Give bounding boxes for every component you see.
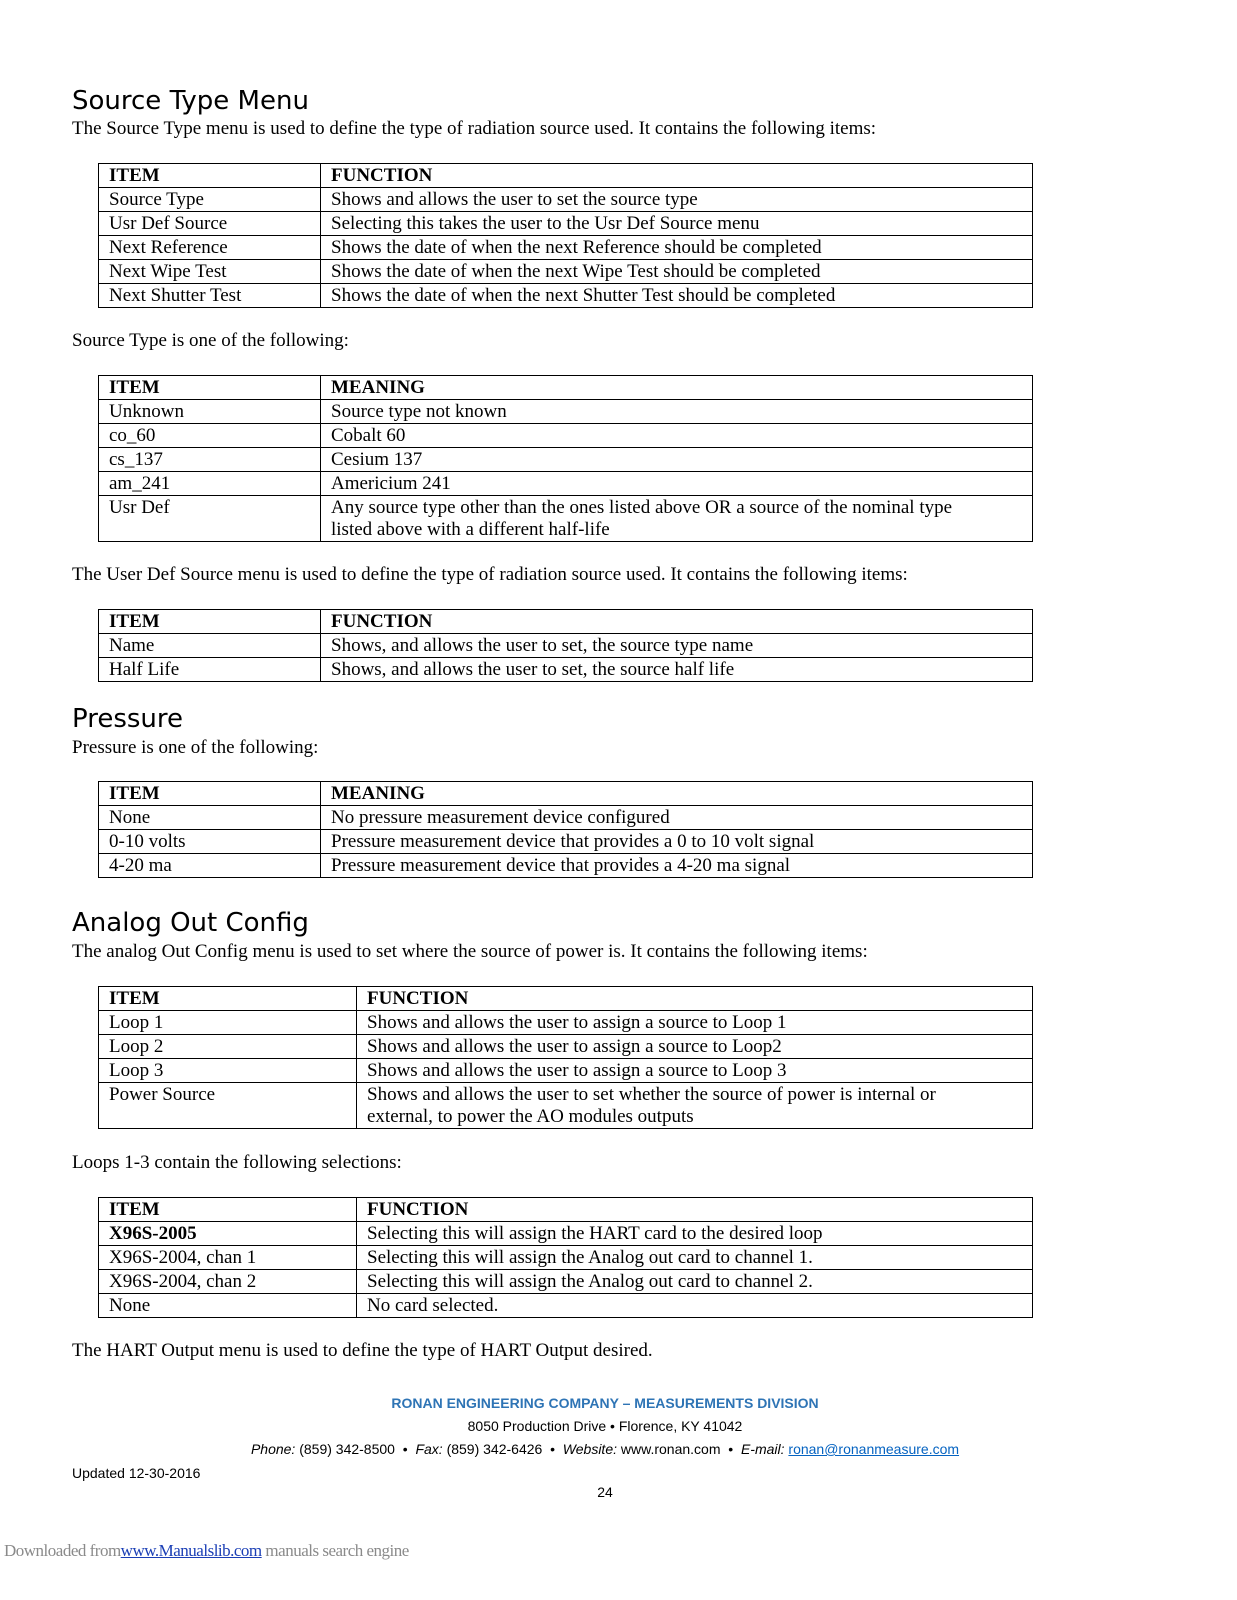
meaning-cell: Cesium 137	[321, 448, 1033, 472]
loops-table	[98, 1197, 1033, 1318]
item-cell: Source Type	[99, 188, 321, 212]
table-row	[99, 658, 1033, 682]
fax-label: Fax:	[415, 1441, 443, 1457]
table-row	[99, 1059, 1033, 1083]
item-cell: Loop 2	[99, 1035, 357, 1059]
hart-output-text: The HART Output menu is used to define the type of HART Output desired.	[72, 1340, 653, 1361]
header-cell: ITEM	[99, 610, 321, 634]
download-watermark	[4, 1541, 409, 1561]
table-row	[99, 472, 1033, 496]
header-cell: ITEM	[99, 376, 321, 400]
page-number: 24	[597, 1484, 613, 1500]
table-row	[99, 260, 1033, 284]
table-header-row	[99, 164, 1033, 188]
item-cell: co_60	[99, 424, 321, 448]
item-cell: 4-20 ma	[99, 854, 321, 878]
header-cell: ITEM	[99, 1198, 357, 1222]
function-cell: Shows, and allows the user to set, the source type name	[321, 634, 1033, 658]
manualslib-link[interactable]: www.Manualslib.com	[120, 1541, 262, 1560]
item-cell: X96S-2005	[99, 1222, 357, 1246]
table-row	[99, 448, 1033, 472]
item-cell: Usr Def Source	[99, 212, 321, 236]
website-label: Website:	[562, 1441, 617, 1457]
table-row	[99, 1294, 1033, 1318]
table-row	[99, 1270, 1033, 1294]
bullet: •	[402, 1441, 408, 1457]
table-header-row	[99, 610, 1033, 634]
meaning-cell: Cobalt 60	[321, 424, 1033, 448]
header-cell: MEANING	[321, 782, 1033, 806]
function-cell: Selecting this will assign the Analog out card to channel 1.	[357, 1246, 1033, 1270]
header-cell: ITEM	[99, 987, 357, 1011]
pressure-intro: Pressure is one of the following:	[72, 737, 319, 758]
header-cell: FUNCTION	[357, 987, 1033, 1011]
item-cell: None	[99, 1294, 357, 1318]
source-type-table	[98, 163, 1033, 308]
function-cell: Shows and allows the user to set whether the source of power is internal or external, to power the AO modules outputs	[357, 1083, 1033, 1129]
item-cell: am_241	[99, 472, 321, 496]
function-cell: Shows, and allows the user to set, the source half life	[321, 658, 1033, 682]
user-def-table	[98, 609, 1033, 682]
table-header-row	[99, 1198, 1033, 1222]
email-link[interactable]: ronan@ronanmeasure.com	[788, 1441, 960, 1457]
section-heading-analog-out: Analog Out Config	[72, 908, 309, 938]
source-types-intro: Source Type is one of the following:	[72, 330, 349, 351]
loops-intro: Loops 1-3 contain the following selections:	[72, 1152, 402, 1173]
function-cell: Shows and allows the user to assign a source to Loop2	[357, 1035, 1033, 1059]
item-cell: 0-10 volts	[99, 830, 321, 854]
source-types-table	[98, 375, 1033, 542]
table-row	[99, 424, 1033, 448]
table-row	[99, 496, 1033, 542]
table-row	[99, 854, 1033, 878]
function-cell: Shows the date of when the next Shutter Test should be completed	[321, 284, 1033, 308]
function-cell: Selecting this will assign the HART card to the desired loop	[357, 1222, 1033, 1246]
table-row	[99, 830, 1033, 854]
table-row	[99, 1083, 1033, 1129]
footer-company: RONAN ENGINEERING COMPANY – MEASUREMENTS DIVISION	[391, 1395, 819, 1411]
table-row	[99, 806, 1033, 830]
email-label: E-mail:	[740, 1441, 785, 1457]
bullet: •	[728, 1441, 734, 1457]
table-header-row	[99, 987, 1033, 1011]
item-cell: Power Source	[99, 1083, 357, 1129]
source-type-intro: The Source Type menu is used to define the type of radiation source used. It contains the following items:	[72, 118, 877, 139]
pressure-table	[98, 781, 1033, 878]
item-cell: X96S-2004, chan 1	[99, 1246, 357, 1270]
header-cell: FUNCTION	[357, 1198, 1033, 1222]
table-row	[99, 1011, 1033, 1035]
function-cell: Shows the date of when the next Reference should be completed	[321, 236, 1033, 260]
meaning-cell: No pressure measurement device configured	[321, 806, 1033, 830]
function-cell: Shows the date of when the next Wipe Test should be completed	[321, 260, 1033, 284]
section-heading-pressure: Pressure	[72, 704, 184, 734]
item-cell: None	[99, 806, 321, 830]
item-cell: Name	[99, 634, 321, 658]
table-row	[99, 236, 1033, 260]
function-cell: Shows and allows the user to assign a source to Loop 3	[357, 1059, 1033, 1083]
header-cell: ITEM	[99, 782, 321, 806]
item-cell: Next Reference	[99, 236, 321, 260]
analog-out-table	[98, 986, 1033, 1129]
fax-number: (859) 342-6426	[446, 1441, 543, 1457]
header-cell: FUNCTION	[321, 164, 1033, 188]
table-row	[99, 284, 1033, 308]
updated-date: Updated 12-30-2016	[72, 1465, 201, 1481]
footer-contact	[0, 1441, 1210, 1457]
function-cell: Shows and allows the user to set the source type	[321, 188, 1033, 212]
user-def-intro: The User Def Source menu is used to define the type of radiation source used. It contains the following items:	[72, 564, 908, 585]
meaning-cell: Americium 241	[321, 472, 1033, 496]
table-row	[99, 188, 1033, 212]
function-cell: Selecting this will assign the Analog out card to channel 2.	[357, 1270, 1033, 1294]
phone-number: (859) 342-8500	[299, 1441, 395, 1457]
table-row	[99, 1246, 1033, 1270]
section-heading-source-type: Source Type Menu	[72, 86, 309, 116]
item-cell: Next Shutter Test	[99, 284, 321, 308]
header-cell: ITEM	[99, 164, 321, 188]
item-cell: Loop 3	[99, 1059, 357, 1083]
watermark-suffix: manuals search engine	[261, 1541, 409, 1560]
function-cell: Shows and allows the user to assign a source to Loop 1	[357, 1011, 1033, 1035]
function-cell: Selecting this takes the user to the Usr Def Source menu	[321, 212, 1033, 236]
item-cell: X96S-2004, chan 2	[99, 1270, 357, 1294]
table-header-row	[99, 782, 1033, 806]
meaning-cell: Source type not known	[321, 400, 1033, 424]
meaning-cell: Pressure measurement device that provides a 0 to 10 volt signal	[321, 830, 1033, 854]
website: www.ronan.com	[620, 1441, 721, 1457]
meaning-cell: Any source type other than the ones listed above OR a source of the nominal type listed above with a different half-life	[321, 496, 1033, 542]
item-cell: Next Wipe Test	[99, 260, 321, 284]
meaning-cell: Pressure measurement device that provides a 4-20 ma signal	[321, 854, 1033, 878]
phone-label: Phone:	[250, 1441, 296, 1457]
table-row	[99, 1035, 1033, 1059]
footer-address: 8050 Production Drive • Florence, KY 41042	[467, 1418, 743, 1434]
table-row	[99, 634, 1033, 658]
item-cell: cs_137	[99, 448, 321, 472]
item-cell: Usr Def	[99, 496, 321, 542]
function-cell: No card selected.	[357, 1294, 1033, 1318]
watermark-prefix: Downloaded from	[4, 1541, 121, 1560]
table-row	[99, 400, 1033, 424]
table-row	[99, 212, 1033, 236]
header-cell: FUNCTION	[321, 610, 1033, 634]
header-cell: MEANING	[321, 376, 1033, 400]
bullet: •	[550, 1441, 555, 1457]
table-row	[99, 1222, 1033, 1246]
item-cell: Unknown	[99, 400, 321, 424]
item-cell: Half Life	[99, 658, 321, 682]
analog-intro: The analog Out Config menu is used to set where the source of power is. It contains the following items:	[72, 941, 868, 962]
item-cell: Loop 1	[99, 1011, 357, 1035]
table-header-row	[99, 376, 1033, 400]
